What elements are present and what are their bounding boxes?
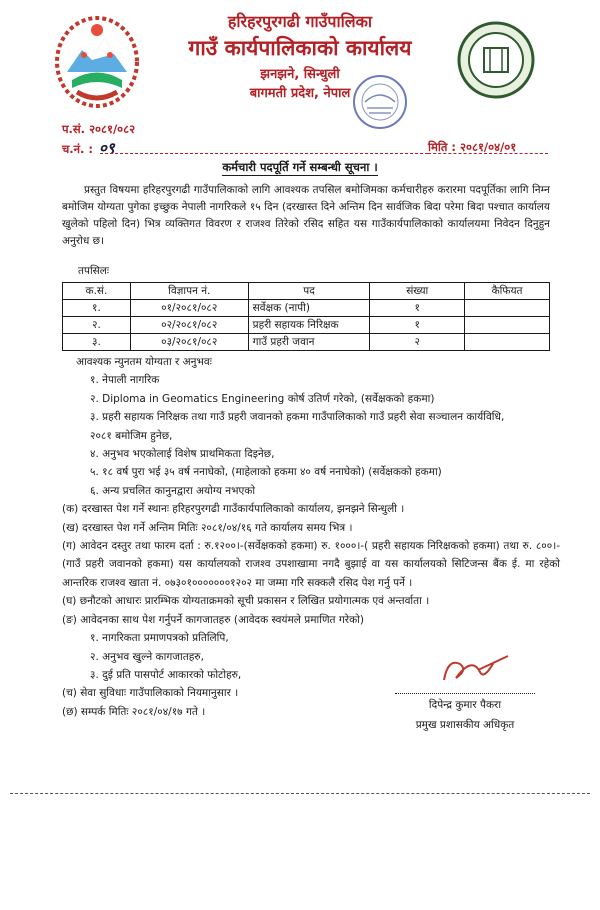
footer-divider [10, 793, 590, 794]
signatory-name: दिपेन्द्र कुमार पैकरा [428, 699, 502, 711]
notice-subject: कर्मचारी पदपूर्ति गर्ने सम्बन्धी सूचना । [222, 160, 378, 174]
table-row [63, 317, 550, 334]
col-header: संख्या [370, 283, 465, 300]
table-header-row [63, 283, 550, 300]
list-item: २०८१ बमोजिम हुनेछ, [90, 429, 173, 442]
cell-count: २ [370, 334, 465, 351]
cell-post: गाउँ प्रहरी जवान [248, 334, 370, 351]
schedule-label: तपसिलः [78, 265, 110, 277]
list-item: ५. १८ वर्ष पुरा भई ३५ वर्ष ननाघेको, (माहेलाको हकमा ४० वर्ष ननाघेको) (सर्वेक्षकको हकमा) [90, 466, 442, 479]
office-province: बागमती प्रदेश, नेपाल [249, 86, 351, 101]
list-item: ३. दुई प्रति पासपोर्ट आकारको फोटोहरु, [90, 668, 242, 681]
note-chha: (छ) सम्पर्क मितिः २०८१/०४/१७ गते । [62, 705, 206, 718]
vacancy-table [62, 282, 550, 351]
header-divider [100, 153, 428, 154]
signature-line [395, 693, 535, 694]
cell-count: १ [370, 317, 465, 334]
letter-date: मिति : २०८१/०४/०१ [428, 140, 517, 154]
list-item: ३. प्रहरी सहायक निरिक्षक तथा गाउँ प्रहरी जवानको हकमा गाउँपालिकाको गाउँ प्रहरी सेवा सञ्चालन कार्यविधि, [90, 411, 505, 424]
col-header: कैफियत [465, 283, 550, 300]
list-item: २. अनुभव खुल्ने कागजातहरु, [90, 650, 204, 663]
col-header: पद [248, 283, 370, 300]
cell-count: १ [370, 300, 465, 317]
cell-adno: ०३/२०८१/०८२ [130, 334, 248, 351]
letterhead [0, 0, 600, 125]
date-underline [428, 153, 548, 154]
cell-adno: ०१/२०८१/०८२ [130, 300, 248, 317]
note-nga: (ङ) आवेदनका साथ पेश गर्नुपर्ने कागजातहरु (आवेदक स्वयंमले प्रमाणित गरेको) [62, 613, 364, 626]
office-location: झनझने, सिन्धुली [260, 67, 340, 82]
office-name: गाउँ कार्यपालिकाको कार्यालय [188, 36, 412, 60]
col-header: क.सं. [63, 283, 131, 300]
list-item: ४. अनुभव भएकोलाई विशेष प्राथमिकता दिइनेछ, [90, 448, 275, 461]
cell-sn: २. [63, 317, 131, 334]
cell-remark [465, 300, 550, 317]
office-stamp-icon [345, 72, 415, 132]
list-item: ६. अन्य प्रचलित कानुनद्वारा अयोग्य नभएको [90, 484, 256, 497]
cell-sn: १. [63, 300, 131, 317]
note-kha: (ख) दरखास्त पेश गर्ने अन्तिम मितिः २०८१/०४/१६ गते कार्यालय समय भित्र । [62, 521, 353, 534]
reference-cn: च.नं. : ०९ [62, 139, 115, 157]
reference-ps: प.सं. २०८१/०८२ [62, 122, 136, 136]
table-row [63, 300, 550, 317]
cell-remark [465, 317, 550, 334]
note-ga: (ग) आवेदन दस्तुर तथा फारम दर्ता : रु.१२००।-(सर्वेक्षकको हकमा) रु. १०००।-( प्रहरी सहायक निरिक्षकको हकमा) तथा रु. ८००।-(गाउँ प्रहरी जवानको हकमा) यस कार्यालयको राजश्व उपशाखामा नगदै बुझाई वा यस कार्यालयको सिटिजन्स बैंक ई. मा रहेको आन्तरिक राजश्व खाता नं. ०७३०१०००००००१२०२ मा जम्मा गरि सक्कलै रसिद पेश गर्नु पर्ने । [62, 540, 560, 589]
signature-icon [438, 650, 518, 690]
cell-remark [465, 334, 550, 351]
municipality-name: हरिहरपुरगढी गाउँपालिका [227, 12, 373, 31]
cell-post: सर्वेक्षक (नापी) [248, 300, 370, 317]
table-row [63, 334, 550, 351]
note-gha: (घ) छनौटको आधारः प्रारम्भिक योग्यताक्रमको सूची प्रकासन र लिखित प्रयोगात्मक एवं अन्तर्वाता । [62, 595, 430, 608]
cell-post: प्रहरी सहायक निरिक्षक [248, 317, 370, 334]
cell-sn: ३. [63, 334, 131, 351]
note-ka: (क) दरखास्त पेश गर्ने स्थानः हरिहरपुरगढी गाउँकार्यपालिकाको कार्यालय, झनझने सिन्धुली । [62, 503, 405, 516]
signatory-title: प्रमुख प्रशासकीय अधिकृत [415, 719, 515, 731]
municipal-seal-icon [456, 20, 536, 100]
list-item: १. नागरिकता प्रमाणपत्रको प्रतिलिपि, [90, 632, 229, 645]
note-cha: (च) सेवा सुविधाः गाउँपालिकाको नियमानुसार । [62, 687, 239, 700]
requirements-heading: आवश्यक न्युनतम योग्यता र अनुभवः [76, 356, 212, 368]
col-header: विज्ञापन नं. [130, 283, 248, 300]
cell-adno: ०२/२०८१/०८२ [130, 317, 248, 334]
notice-body: प्रस्तुत विषयमा हरिहरपुरगढी गाउँपालिकाको लागि आवश्यक तपसिल बमोजिमका कर्मचारीहरु करारमा पदपूर्तिका लागि निम्न बमोजिम योग्यता पुगेका इच्छुक नेपाली नागरिकले १५ दिन (दरखास्त दिने अन्तिम दिन सार्वजिक बिदा परेमा बिदा पश्चात कार्यालय खुलेको पहिलो दिन) भित्र व्यक्तिगत विवरण र राजश्व तिरेको रसिद सहित यस गाउँकार्यपालिकाको कार्यालयमा निवेदन दिनुहुन अनुरोध छ। [62, 184, 550, 247]
list-item: २. Diploma in Geomatics Engineering कोर्ष उतिर्ण गरेको, (सर्वेक्षकको हकमा) [90, 392, 435, 405]
list-item: १. नेपाली नागरिक [90, 374, 160, 387]
